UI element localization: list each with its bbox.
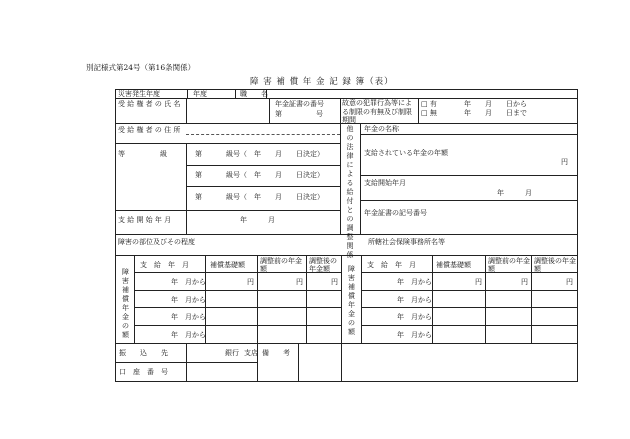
grade-row-prefix: 第: [195, 171, 202, 179]
pay-row-before-yen: 円: [296, 278, 303, 286]
recipient-name-label: 受 給 権 者 の 氏 名: [118, 100, 181, 108]
pay-header-month: 支 給 年 月: [140, 261, 189, 269]
pay-row-month: 年 月から: [397, 296, 432, 304]
pay-row-after-yen: 円: [331, 278, 338, 286]
pension-amount-yen: 円: [561, 158, 568, 166]
grade-row-prefix: 第: [195, 150, 202, 158]
cert-number-prefix: 第: [275, 110, 282, 118]
annual-amount-vertical-label: 障害補償年金の額: [122, 268, 129, 339]
address-label: 受 給 権 者 の 住 所: [118, 126, 181, 134]
pay-header-base: 補償基礎額: [436, 261, 471, 269]
pay-header-before: 調整前の年金額: [260, 257, 302, 273]
cert-number-label: 年金証書の番号: [275, 100, 324, 108]
office-name-label: 所轄社会保険事務所名等: [368, 238, 445, 246]
remarks-label: 備 考: [262, 349, 290, 357]
account-label: 口 座 番 号: [119, 368, 168, 376]
pay-row-month: 年 月から: [171, 331, 206, 339]
pay-row-base-yen: 円: [475, 278, 482, 286]
accident-year-label: 災害発生年度: [118, 90, 160, 98]
annual-amount-vertical-label: 障害補償年金の額: [348, 265, 355, 336]
adjustment-vertical-label: 他の法律による給付との調整関係: [346, 125, 354, 259]
payment-start-label: 支 給 開 始 年 月: [118, 216, 172, 224]
pay-header-before: 調整前の年金額: [488, 257, 530, 273]
year-suffix: 年度: [193, 90, 207, 98]
pay-header-after: 調整後の年金額: [309, 257, 337, 273]
grade-row-text: 級号（ 年 月 日決定）: [226, 193, 324, 201]
pension-name-label: 年金の名称: [364, 125, 399, 133]
pay-row-month: 年 月から: [171, 313, 206, 321]
pay-row-month: 年 月から: [171, 278, 206, 286]
pay-row-month: 年 月から: [171, 296, 206, 304]
pension-amount-label: 支給されている年金の年額: [364, 149, 448, 157]
pension-start-label: 支給開始年月: [364, 179, 406, 187]
disability-label: 障害の部位及びその程度: [118, 238, 195, 246]
pay-header-after: 調整後の年金額: [534, 257, 576, 273]
pay-row-after-yen: 円: [566, 278, 573, 286]
cert-number-suffix: 号: [316, 110, 323, 118]
crime-yes-period: 年 月 日から: [464, 100, 527, 108]
payment-start-value: 年 月: [240, 216, 275, 224]
page-title: 障 害 補 償 年 金 記 録 簿（表）: [250, 77, 394, 87]
crime-no-checkbox[interactable]: □ 無: [421, 109, 437, 117]
bank-label: 振 込 先: [119, 349, 168, 357]
grade-row-text: 級号（ 年 月 日決定）: [226, 150, 324, 158]
pay-header-base: 補償基礎額: [210, 261, 245, 269]
form-reference: 別記様式第24号（第16条関係）: [86, 63, 196, 72]
grade-row-text: 級号（ 年 月 日決定）: [226, 171, 324, 179]
pay-row-before-yen: 円: [521, 278, 528, 286]
pay-header-month: 支 給 年 月: [367, 261, 416, 269]
pay-row-month: 年 月から: [397, 313, 432, 321]
crime-no-period: 年 月 日まで: [464, 109, 527, 117]
crime-yes-checkbox[interactable]: □ 有: [421, 100, 437, 108]
bank-suffix: 銀行: [225, 349, 239, 357]
pay-row-base-yen: 円: [247, 278, 254, 286]
pay-row-month: 年 月から: [397, 331, 432, 339]
grade-row-prefix: 第: [195, 193, 202, 201]
grade-label: 等 級: [118, 150, 167, 158]
pension-start-value: 年 月: [497, 189, 532, 197]
office-label: 職 名: [240, 90, 268, 98]
pay-row-month: 年 月から: [397, 278, 432, 286]
branch-suffix: 支店: [244, 349, 258, 357]
crime-restriction-label: 故意の犯罪行為等によ る制限の有無及び制限 期間: [342, 99, 412, 124]
pension-cert-label: 年金証書の記号番号: [364, 209, 427, 217]
